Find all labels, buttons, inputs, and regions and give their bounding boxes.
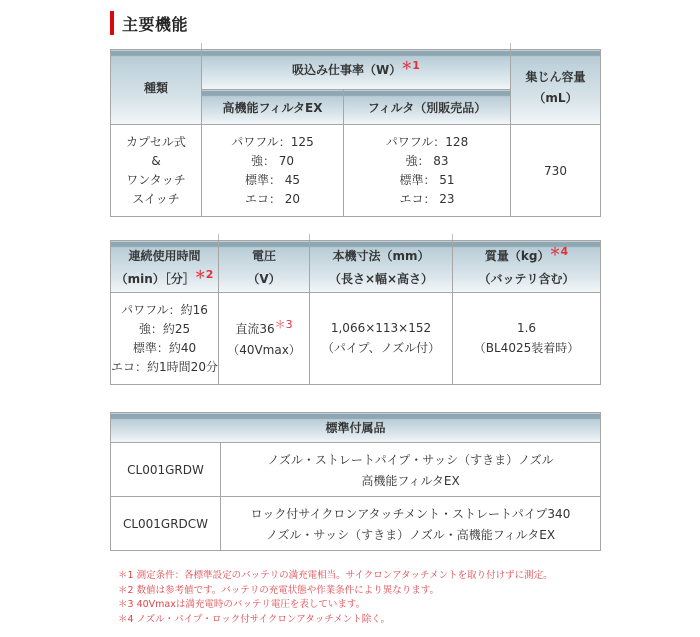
mass-unit: （バッテリ含む） [478,271,575,286]
header-dimensions [310,241,453,293]
voltage-max: （40Vmax） [227,342,301,357]
header-suction-label: 吸込み仕事率（W） [292,63,402,77]
cell-voltage [219,293,310,385]
dimensions-value: 1,066×113×152 [330,321,432,335]
suction-spec-table [110,43,601,217]
voltage-unit: （V） [247,271,281,286]
footnote-1: ＊1 測定条件：各標準設定のバッテリの満充電相当。サイクロンアタッチメントを取り付けずに測定。 [118,570,553,581]
footnote-4: ＊4 ノズル・パイプ・ロック付サイクロンアタッチメント除く。 [118,613,391,625]
cell-type [111,125,202,217]
header-filter-optional: フィルタ（別販売品） [344,90,511,125]
cell-mass [453,293,601,385]
cell-accessories [221,497,601,551]
mode-value: 標準： 51 [399,172,455,187]
type-line: カプセル式 [126,134,186,149]
capacity-label: 集じん容量 [525,70,586,84]
header-standard-accessories: 標準付属品 [111,413,601,443]
header-voltage [219,241,310,293]
footnote-ref-4: ＊4 [549,244,569,258]
runtime-unit: （min）［分］ [115,271,195,286]
general-spec-table [110,234,601,385]
mode-value: パワフル：125 [231,134,314,149]
mode-value: 強： 70 [250,153,295,168]
dimensions-note: （パイプ、ノズル付） [321,341,441,355]
mode-value: 強： 83 [405,153,449,168]
header-dust-capacity [511,50,601,125]
table-row [111,443,601,497]
footnote-ref-3: ＊3 [274,317,293,331]
heading-accent-bar [110,11,114,35]
mode-value: パワフル：128 [385,134,469,149]
table-row [111,293,601,385]
table-row [111,497,601,551]
header-mass [453,241,601,293]
mass-label: 質量（kg） [484,248,550,263]
cell-dimensions [310,293,453,385]
header-filter-ex: 高機能フィルタEX [202,90,344,125]
table-row [111,125,601,217]
footnote-ref-1: ＊1 [401,59,420,72]
mode-value: エコ： 20 [244,191,301,206]
section-heading [110,10,188,36]
accessory-line: ロック付サイクロンアタッチメント・ストレートパイプ340 [250,506,571,521]
runtime-value: 強：約25 [138,321,191,336]
cell-model: CL001GRDW [111,443,221,497]
type-line: ワンタッチ [126,172,186,187]
cell-model: CL001GRDCW [111,497,221,551]
accessories-table [110,406,601,551]
type-line: スイッチ [132,191,180,206]
mode-value: 標準： 45 [244,172,301,187]
footnote-ref-2: ＊2 [194,267,214,281]
dimensions-unit: （長さ×幅×高さ） [328,271,434,286]
footnote-3: ＊3 40Vmaxは満充電時のバッテリ電圧を表しています。 [118,599,366,610]
mass-value: 1.6 [516,321,537,335]
accessory-line: ノズル・ストレートパイプ・サッシ（すきま）ノズル [267,452,554,467]
accessory-line: 高機能フィルタEX [361,473,460,488]
accessory-line: ノズル・サッシ（すきま）ノズル・高機能フィルタEX [265,527,556,542]
header-type: 種類 [111,50,202,125]
voltage-label: 電圧 [251,248,276,263]
capacity-unit: （mL） [533,91,578,105]
section-title: 主要機能 [122,14,189,34]
footnote-2: ＊2 数値は参考値です。バッテリの充電状態や作業条件により異なります。 [118,584,440,596]
footnotes [118,569,553,627]
runtime-label: 連続使用時間 [128,248,201,263]
type-line: & [151,153,161,168]
header-suction-power [202,50,511,90]
mode-value: エコ： 23 [399,191,455,206]
voltage-value: 直流36 [235,321,275,336]
cell-runtime [111,293,219,385]
cell-capacity: 730 [511,125,601,217]
runtime-value: パワフル：約16 [121,302,208,317]
runtime-value: 標準：約40 [132,340,197,355]
dimensions-label: 本機寸法（mm） [332,248,430,263]
header-runtime [111,241,219,293]
cell-accessories [221,443,601,497]
mass-note: （BL4025装着時） [473,341,580,355]
cell-filter-ex-values [202,125,344,217]
cell-filter-opt-values [344,125,511,217]
runtime-value: エコ：約1時間20分 [111,359,218,374]
